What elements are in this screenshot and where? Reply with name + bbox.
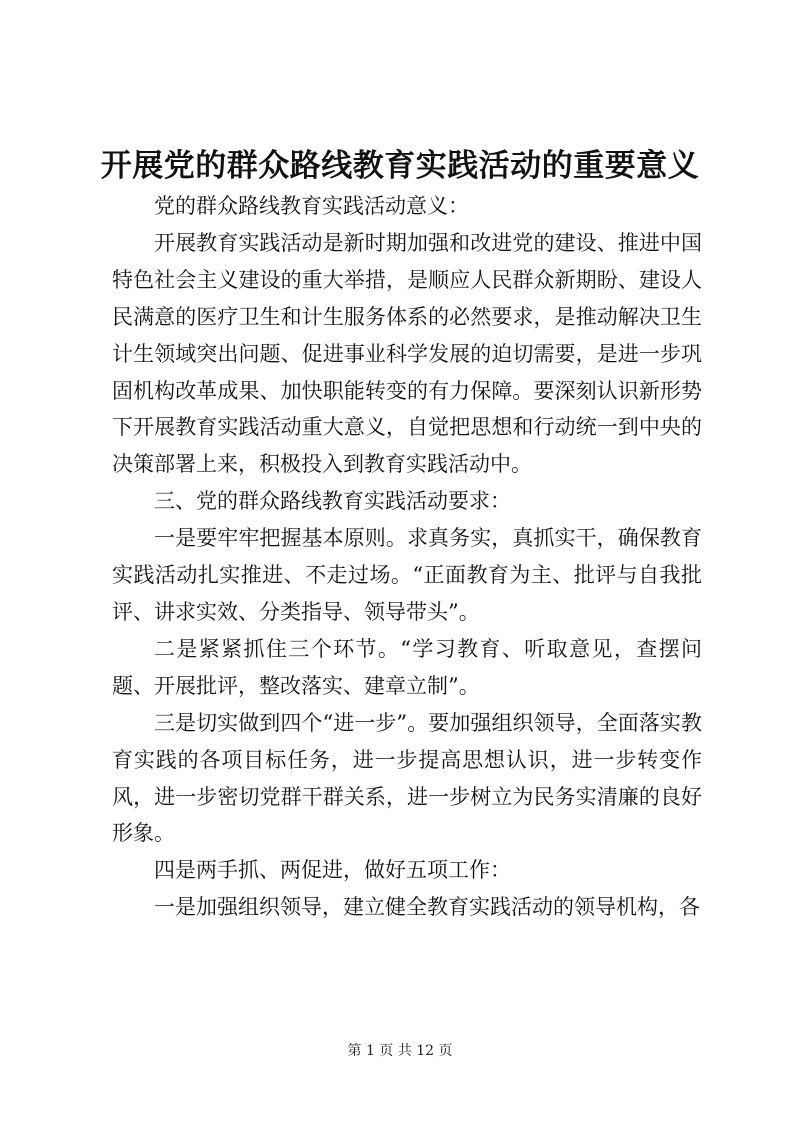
document-body xyxy=(112,188,702,926)
page-number-footer: 第 1 页 共 12 页 xyxy=(347,1043,453,1059)
paragraph-organization-leadership: 一是加强组织领导，建立健全教育实践活动的领导机构，各 xyxy=(154,895,700,920)
paragraph-requirements-heading: 三、党的群众路线教育实践活动要求： xyxy=(154,489,511,514)
paragraph-significance-body: 开展教育实践活动是新时期加强和改进党的建设、推进中国特色社会主义建设的重大举措，是顺应人民群众新期盼、建设人民满意的医疗卫生和计生服务体系的必然要求，是推动解决卫生计生领域突出问题、促进事业科学发展的迫切需要，是进一步巩固机构改革成果、加快职能转变的有力保障。要深刻认识新形势下开展教育实践活动重大意义，自觉把思想和行动统一到中央的决策部署上来，积极投入到教育实践活动中。 xyxy=(112,230,702,477)
paragraph-four-steps: 三是切实做到四个“进一步”。要加强组织领导，全面落实教育实践的各项目标任务，进一步提高思想认识，进一步转变作风，进一步密切党群干群关系，进一步树立为民务实清廉的良好形象。 xyxy=(112,710,702,846)
paragraph-principles: 一是要牢牢把握基本原则。求真务实，真抓实干，确保教育实践活动扎实推进、不走过场。“正面教育为主、批评与自我批评、讲求实效、分类指导、领导带头”。 xyxy=(112,526,702,624)
paragraph-significance-heading: 党的群众路线教育实践活动意义： xyxy=(154,194,469,218)
paragraph-five-tasks-heading: 四是两手抓、两促进，做好五项工作： xyxy=(154,858,511,883)
paragraph-three-links: 二是紧紧抓住三个环节。“学习教育、听取意见，查摆问题、开展批评，整改落实、建章立制”。 xyxy=(112,636,702,698)
document-title: 开展党的群众路线教育实践活动的重要意义 xyxy=(100,148,700,184)
